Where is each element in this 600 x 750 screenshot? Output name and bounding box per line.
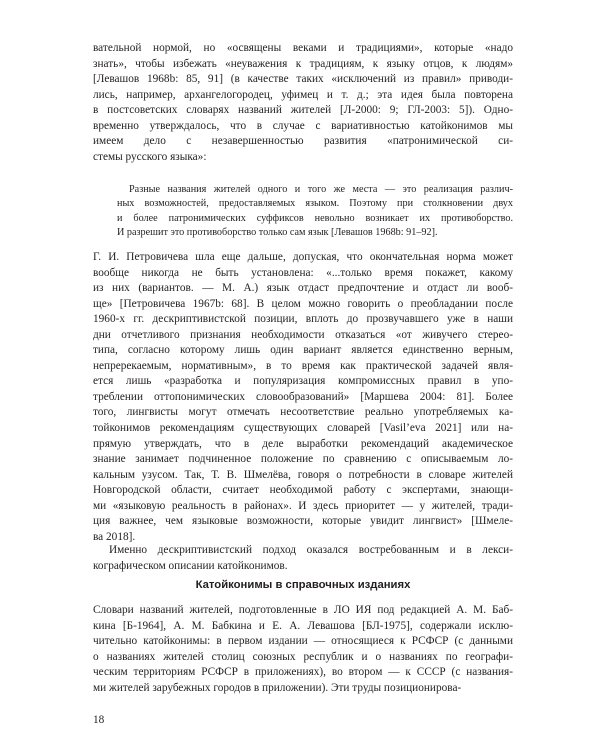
- text-line: Словари названий жителей, подготовленные в ЛО ИЯ под редакцией А. М. Баб-: [93, 604, 513, 616]
- text-line: временно утверждалось, что в случае с вариативностью катойконимов мы: [93, 119, 513, 132]
- text-line: знание занимает подчиненное положение по сравнению с описываемым ло-: [93, 453, 513, 466]
- paragraph-levashov-norm: [93, 41, 513, 165]
- text-line: вательной нормой, но «освящены веками и традициями», которые «надо: [93, 42, 513, 54]
- text-line: чительно катойконимы: в первом издании — относящиеся к РСФСР (с данными: [93, 635, 513, 648]
- quote-line: и более патронимических суффиксов невольно возникает их противоборство.: [117, 212, 513, 224]
- text-line: кина [Б-1964], А. М. Бабкина и Е. А. Левашова [БЛ-1975], содержали исклю-: [93, 619, 513, 632]
- text-line: дни отчетливого признания необходимости отказаться «от живучего стерео-: [93, 328, 513, 341]
- text-line: прямую утверждать, что в деле выработки рекомендаций академическое: [93, 437, 513, 450]
- text-line: непререкаемым, нормативным», в то время как практической задачей явля-: [93, 359, 513, 372]
- text-line: кографическом описании катойконимов.: [93, 559, 288, 572]
- text-line: [Левашов 1968b: 85, 91] (в качестве таких «исключений из правил» приводи-: [93, 73, 513, 86]
- text-line: имеем дело с незавершенностью развития «патронимической си-: [93, 135, 513, 148]
- text-line: Именно дескриптивистский подход оказался востребованным и в лекси-: [109, 544, 513, 556]
- paragraph-petrovicheva: [93, 250, 513, 545]
- text-line: того, лингвисты могут отмечать несоответствие реально употребляемых ка-: [93, 406, 513, 419]
- text-line: ется лишь «разработка и популяризация компромиссных правил в упо-: [93, 375, 513, 388]
- text-line: вообще никогда не быть установлена: «...только время покажет, какому: [93, 266, 513, 279]
- text-line: типа, согласно которому лишь один вариант является единственно верным,: [93, 344, 513, 357]
- text-line: ми «языковую реальность в районах». И здесь приоритет — у жителей, тради-: [93, 499, 513, 512]
- paragraph-descriptivist-approach: [93, 543, 513, 574]
- text-line: треблении оттопонимических словообразований» [Маршева 2004: 81]. Более: [93, 390, 513, 403]
- text-line: ми жителей зарубежных городов в приложении). Эти труды позиционирова-: [93, 681, 462, 694]
- text-line: ция важнее, чем языковые возможности, которые увидит лингвист» [Шмеле-: [93, 515, 513, 528]
- text-line: ва 2018].: [93, 530, 136, 543]
- block-quote-levashov: [117, 183, 513, 241]
- text-line: 1960-х гг. дескриптивистской позиции, вплоть до прозвучавшего уже в наши: [93, 313, 513, 326]
- text-line: ческим территориям РСФСР в приложениях), во втором — к СССР (с названия-: [93, 666, 513, 679]
- quote-line: И разрешит это противоборство только сам язык [Левашов 1968b: 91–92].: [117, 227, 438, 239]
- text-line: тойконимов рекомендациям существующих словарей [Vasil’eva 2021] или на-: [93, 422, 513, 435]
- text-line: о названиях жителей столиц союзных республик и о названиях по географи-: [93, 650, 513, 663]
- paragraph-dictionaries: [93, 603, 513, 696]
- text-line: Новгородской области, считает необходимой работу с экспертами, знающи-: [93, 484, 513, 497]
- text-line: кальным узусом. Так, Т. В. Шмелёва, говоря о потребности в словаре жителей: [93, 468, 513, 481]
- text-line: лись, например, архангелогородец, уфимец и т. д.; эта идея была повторена: [93, 88, 513, 101]
- quote-line: ных возможностей, предоставляемых языком. Поэтому при столкновении двух: [117, 198, 513, 210]
- text-line: знать», чтобы избежать «неуважения к традициям, к языку отцов, к людям»: [93, 57, 513, 70]
- text-line: из них (вариантов. — М. А.) язык отдаст предпочтение и отдаст ли вооб-: [93, 282, 513, 295]
- section-heading: Катойконимы в справочных изданиях: [195, 579, 411, 591]
- text-line: Г. И. Петровичева шла еще дальше, допуская, что окончательная норма может: [93, 251, 513, 263]
- quote-line: Разные названия жителей одного и того же места — это реализация различ-: [129, 184, 513, 195]
- text-line: стемы русского языка»:: [93, 150, 207, 163]
- page-number: 18: [93, 714, 105, 726]
- text-line: в постсоветских словарях названий жителей [Л-2000: 9; ГЛ-2003: 5]). Одно-: [93, 104, 513, 117]
- text-line: ще» [Петровичева 1967b: 68]. В целом можно говорить о преобладании после: [93, 297, 513, 310]
